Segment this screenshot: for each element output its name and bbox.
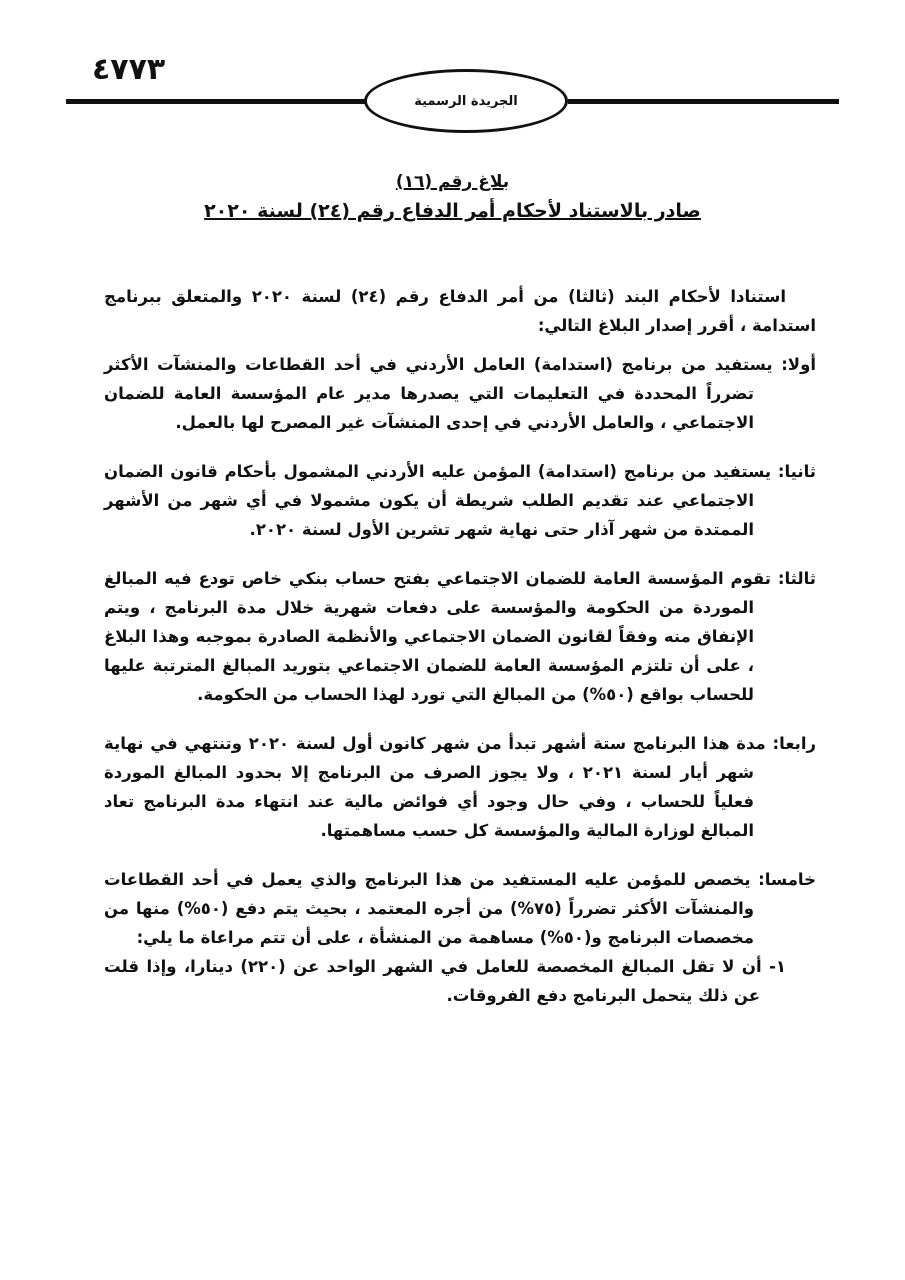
publication-name: الجريدة الرسمية [414, 93, 518, 109]
clause-label: رابعا: [772, 734, 817, 753]
clause-label: أولا: [781, 355, 816, 374]
clause-fourth [104, 729, 816, 845]
sublist-marker: ١- [769, 957, 786, 976]
clause-text: مدة هذا البرنامج ستة أشهر تبدأ من شهر كانون أول لسنة ٢٠٢٠ وتنتهي في نهاية شهر أيار لسنة ٢٠٢١ ، ولا يجوز الصرف من البرنامج إلا بحدود المبالغ الموردة فعلياً للحساب ، وفي حال وجود أي فوائض مالية عند انتهاء مدة البرنامج تعاد المبالغ لوزارة المالية والمؤسسة كل حسب مساهمتها. [104, 734, 766, 840]
sublist-item [104, 952, 786, 1010]
header-rule-right [568, 99, 839, 104]
clause-third [104, 564, 816, 709]
clause-text: يستفيد من برنامج (استدامة) العامل الأردني في أحد القطاعات والمنشآت الأكثر تضرراً المحددة في التعليمات التي يصدرها مدير عام المؤسسة العامة للضمان الاجتماعي ، والعامل الأردني في إحدى المنشآت غير المصرح لها بالعمل. [104, 355, 773, 432]
clause-label: خامسا: [758, 870, 816, 889]
sublist-text: أن لا تقل المبالغ المخصصة للعامل في الشهر الواحد عن (٢٢٠) دينارا، وإذا قلت عن ذلك يتحمل البرنامج دفع الفروقات. [104, 957, 762, 1005]
clause-text: تقوم المؤسسة العامة للضمان الاجتماعي بفتح حساب بنكي خاص تودع فيه المبالغ الموردة من الحكومة والمؤسسة على دفعات شهرية خلال مدة البرنامج ، ويتم الإنفاق منه وفقاً لقانون الضمان الاجتماعي والأنظمة الصادرة بموجبه وهذا البلاغ ، على أن تلتزم المؤسسة العامة للضمان الاجتماعي بتوريد المبالغ المترتبة عليها للحساب بواقع (٥٠%) من المبالغ التي تورد لهذا الحساب من الحكومة. [104, 569, 771, 704]
clause-text: يستفيد من برنامج (استدامة) المؤمن عليه الأردني المشمول بأحكام قانون الضمان الاجتماعي عند تقديم الطلب شريطة أن يكون مشمولا في أي شهر من الأشهر الممتدة من شهر آذار حتى نهاية شهر تشرين الأول لسنة ٢٠٢٠. [104, 462, 772, 539]
publication-name-oval [364, 69, 568, 133]
clause-label: ثانيا: [777, 462, 816, 481]
document-titles [0, 172, 905, 222]
document-title: بلاغ رقم (١٦) [395, 172, 510, 192]
header-rule-left [66, 99, 366, 104]
page-number: ٤٧٧٣ [92, 52, 166, 87]
clause-label: ثالثا: [777, 569, 816, 588]
clause-fifth [104, 865, 816, 952]
document-subtitle: صادر بالاستناد لأحكام أمر الدفاع رقم (٢٤) لسنة ٢٠٢٠ [204, 200, 701, 222]
clause-fifth-sublist [104, 952, 816, 1010]
document-body [104, 282, 816, 1010]
clause-second [104, 457, 816, 544]
intro-paragraph: استنادا لأحكام البند (ثالثا) من أمر الدفاع رقم (٢٤) لسنة ٢٠٢٠ والمتعلق ببرنامج استدامة ، أقرر إصدار البلاغ التالي: [104, 287, 816, 335]
clause-text: يخصص للمؤمن عليه المستفيد من هذا البرنامج والذي يعمل في أحد القطاعات والمنشآت الأكثر تضرراً (٧٥%) من أجره المعتمد ، بحيث يتم دفع (٥٠%) منها من مخصصات البرنامج و(٥٠%) مساهمة من المنشأة ، على أن تتم مراعاة ما يلي: [104, 870, 754, 947]
clause-first [104, 350, 816, 437]
